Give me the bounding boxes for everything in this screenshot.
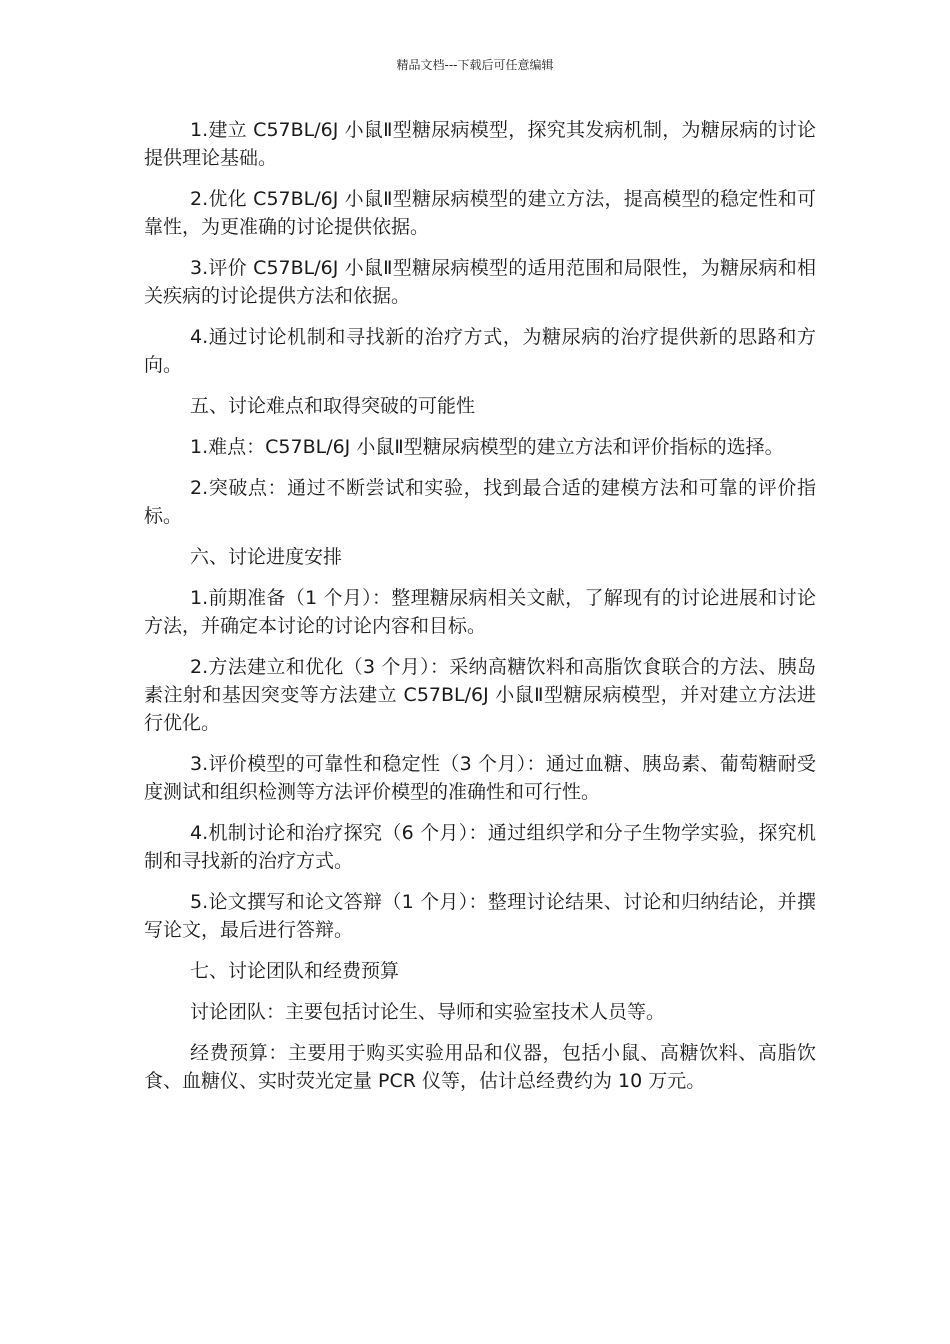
team-paragraph: 讨论团队：主要包括讨论生、导师和实验室技术人员等。 [190, 1001, 666, 1023]
objective-4-paragraph: 4.通过讨论机制和寻找新的治疗方式，为糖尿病的治疗提供新的思路和方向。 [144, 326, 816, 376]
schedule-1-paragraph: 1.前期准备（1 个月）：整理糖尿病相关文献，了解现有的讨论进展和讨论方法，并确定本讨论的讨论内容和目标。 [144, 587, 816, 637]
budget-paragraph: 经费预算：主要用于购买实验用品和仪器，包括小鼠、高糖饮料、高脂饮食、血糖仪、实时荧光定量 PCR 仪等，估计总经费约为 10 万元。 [144, 1042, 816, 1092]
objective-3-paragraph: 3.评价 C57BL/6J 小鼠Ⅱ型糖尿病模型的适用范围和局限性，为糖尿病和相关疾病的讨论提供方法和依据。 [144, 257, 816, 307]
section-7-heading: 七、讨论团队和经费预算 [190, 960, 400, 982]
page-header: 精品文档---下载后可任意编辑 [396, 58, 554, 72]
section-5-heading: 五、讨论难点和取得突破的可能性 [190, 395, 476, 417]
section-6-heading: 六、讨论进度安排 [190, 546, 343, 568]
document-body [144, 116, 816, 1108]
schedule-3-paragraph: 3.评价模型的可靠性和稳定性（3 个月）：通过血糖、胰岛素、葡萄糖耐受度测试和组织检测等方法评价模型的准确性和可行性。 [144, 753, 816, 803]
schedule-2-paragraph: 2.方法建立和优化（3 个月）：采纳高糖饮料和高脂饮食联合的方法、胰岛素注射和基因突变等方法建立 C57BL/6J 小鼠Ⅱ型糖尿病模型，并对建立方法进行优化。 [144, 656, 816, 734]
schedule-5-paragraph: 5.论文撰写和论文答辩（1 个月）：整理讨论结果、讨论和归纳结论，并撰写论文，最后进行答辩。 [144, 891, 816, 941]
schedule-4-paragraph: 4.机制讨论和治疗探究（6 个月）：通过组织学和分子生物学实验，探究机制和寻找新的治疗方式。 [144, 822, 816, 872]
objective-2-paragraph: 2.优化 C57BL/6J 小鼠Ⅱ型糖尿病模型的建立方法，提高模型的稳定性和可靠性，为更准确的讨论提供依据。 [144, 188, 816, 238]
difficulty-paragraph: 1.难点：C57BL/6J 小鼠Ⅱ型糖尿病模型的建立方法和评价指标的选择。 [190, 436, 784, 458]
objective-1-paragraph: 1.建立 C57BL/6J 小鼠Ⅱ型糖尿病模型，探究其发病机制，为糖尿病的讨论提供理论基础。 [144, 119, 816, 169]
breakthrough-paragraph: 2.突破点：通过不断尝试和实验，找到最合适的建模方法和可靠的评价指标。 [144, 477, 816, 527]
